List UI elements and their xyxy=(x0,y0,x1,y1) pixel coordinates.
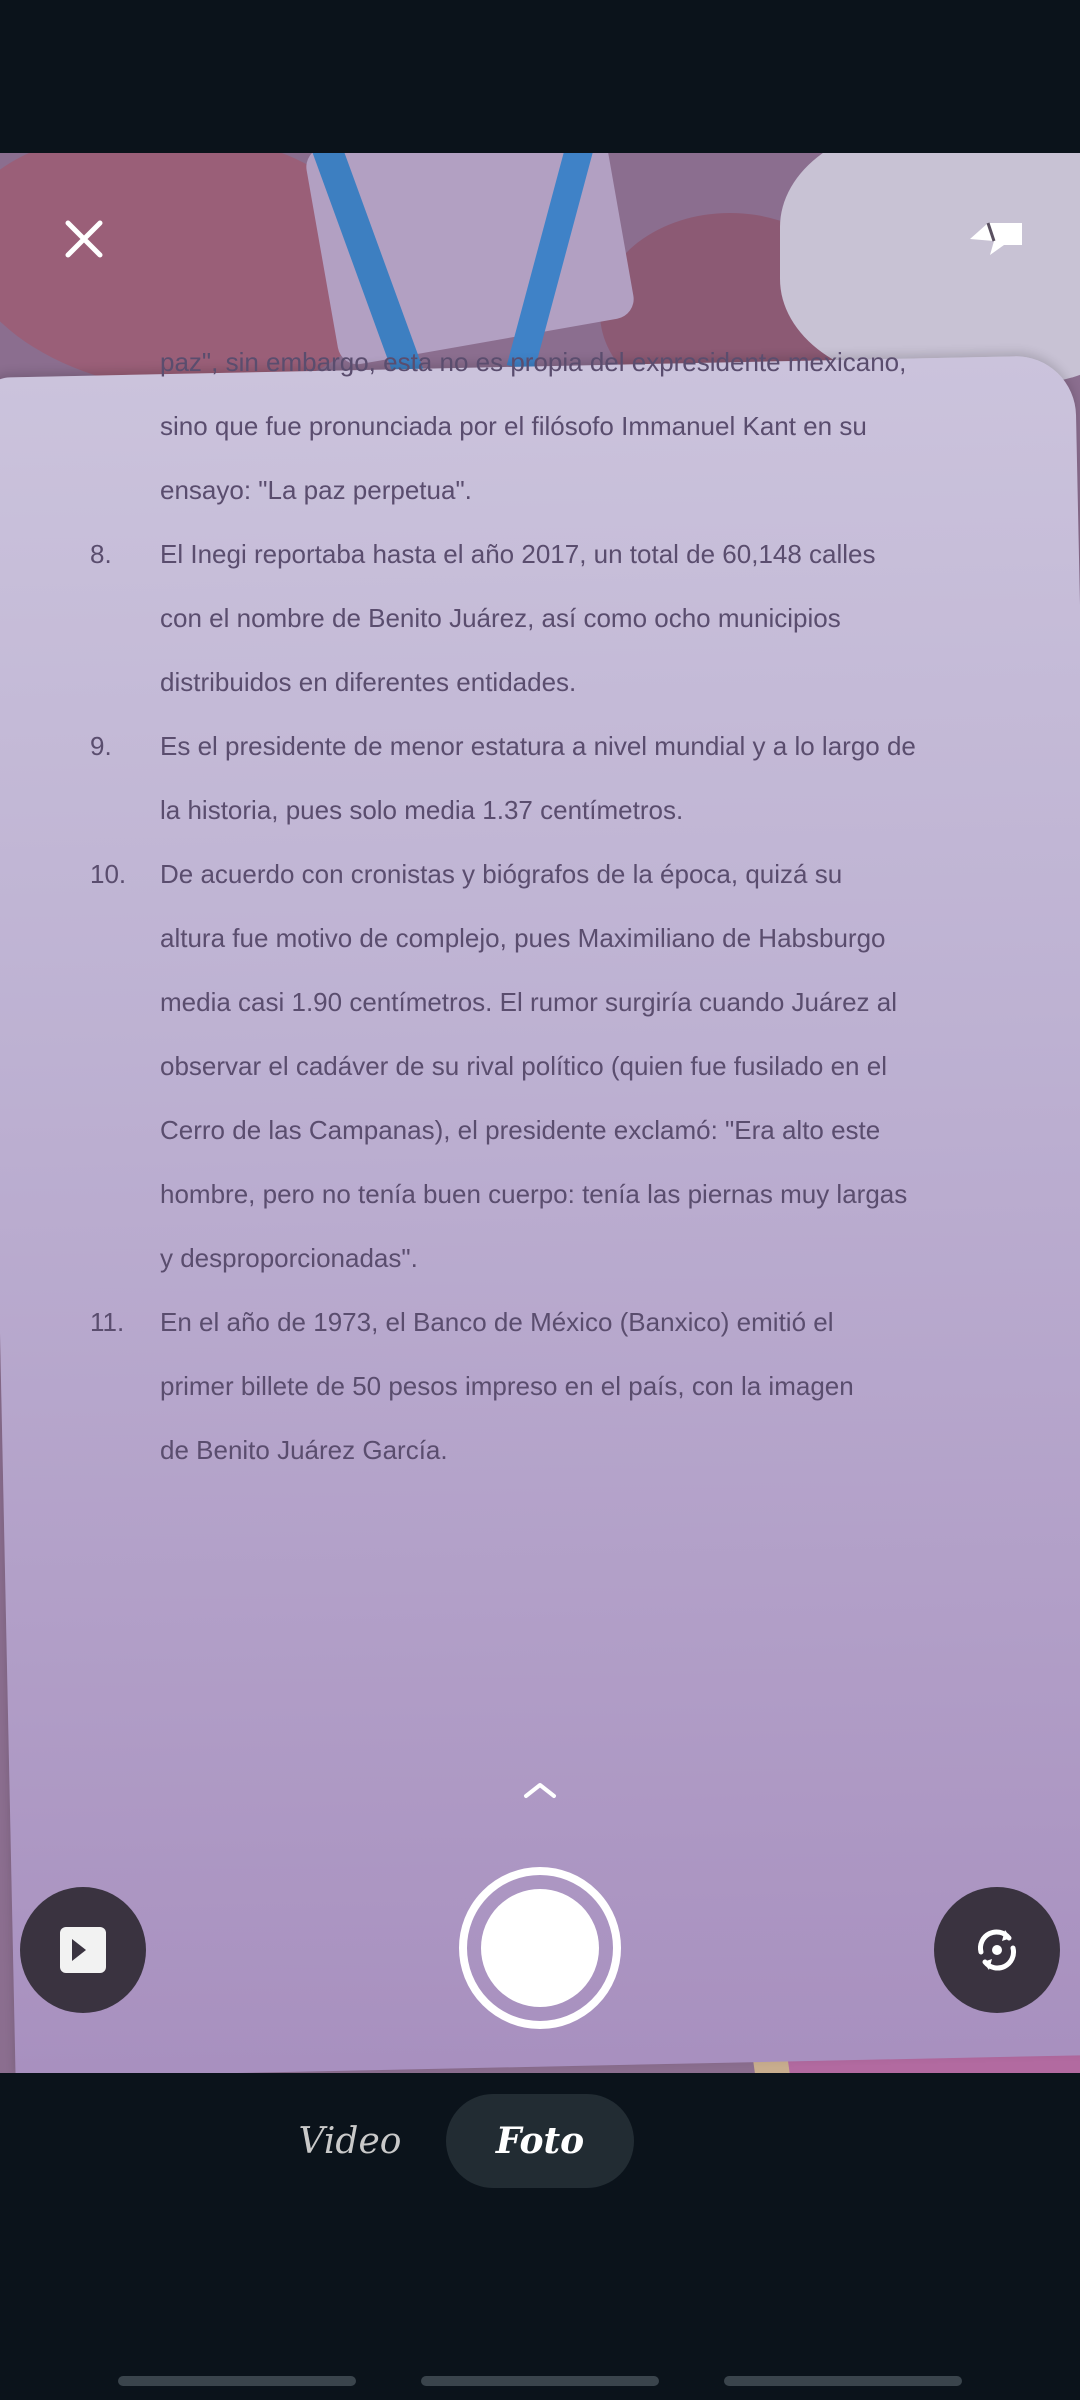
line-number: 9. xyxy=(90,731,112,761)
document-line xyxy=(90,522,950,586)
line-text: la historia, pues solo media 1.37 centímetros. xyxy=(160,795,684,825)
line-text: distribuidos en diferentes entidades. xyxy=(160,667,577,697)
document-line xyxy=(90,1098,950,1162)
line-text: paz", sin embargo, esta no es propia del expresidente mexicano, xyxy=(160,347,907,377)
line-text: de Benito Juárez García. xyxy=(160,1435,448,1465)
line-text: primer billete de 50 pesos impreso en el país, con la imagen xyxy=(160,1371,854,1401)
gallery-button[interactable] xyxy=(20,1887,146,2013)
document-line xyxy=(90,394,950,458)
document-line xyxy=(90,1226,950,1290)
document-line xyxy=(90,970,950,1034)
document-line xyxy=(90,650,950,714)
line-text: En el año de 1973, el Banco de México (Banxico) emitió el xyxy=(160,1307,834,1337)
chevron-up-icon[interactable] xyxy=(522,1780,558,1800)
gallery-icon xyxy=(60,1927,106,1973)
line-number: 11. xyxy=(90,1307,125,1337)
shutter-inner xyxy=(481,1889,599,2007)
line-text: media casi 1.90 centímetros. El rumor surgiría cuando Juárez al xyxy=(160,987,898,1017)
line-text: De acuerdo con cronistas y biógrafos de la época, quizá su xyxy=(160,859,843,889)
nav-pill xyxy=(421,2376,659,2386)
switch-camera-icon xyxy=(969,1922,1025,1978)
document-line xyxy=(90,1354,950,1418)
document-line xyxy=(90,330,950,394)
line-text: Cerro de las Campanas), el presidente exclamó: "Era alto este xyxy=(160,1115,881,1145)
document-line xyxy=(90,1290,950,1354)
document-line xyxy=(90,906,950,970)
status-area xyxy=(0,0,1080,153)
shutter-button[interactable] xyxy=(459,1867,621,2029)
line-text: altura fue motivo de complejo, pues Maximiliano de Habsburgo xyxy=(160,923,886,953)
close-icon[interactable] xyxy=(60,215,108,263)
document-line xyxy=(90,714,950,778)
mode-foto-tab[interactable]: Foto xyxy=(446,2094,634,2188)
line-number: 8. xyxy=(90,539,112,569)
document-line xyxy=(90,458,950,522)
document-text xyxy=(90,330,950,1482)
line-text: El Inegi reportaba hasta el año 2017, un total de 60,148 calles xyxy=(160,539,876,569)
nav-pill xyxy=(118,2376,356,2386)
line-text: y desproporcionadas". xyxy=(160,1243,418,1273)
line-text: hombre, pero no tenía buen cuerpo: tenía las piernas muy largas xyxy=(160,1179,908,1209)
line-text: con el nombre de Benito Juárez, así como ocho municipios xyxy=(160,603,841,633)
document-line xyxy=(90,1418,950,1482)
line-text: observar el cadáver de su rival político (quien fue fusilado en el xyxy=(160,1051,887,1081)
document-line xyxy=(90,842,950,906)
line-number: 10. xyxy=(90,859,127,889)
document-line xyxy=(90,1162,950,1226)
document-line xyxy=(90,1034,950,1098)
line-text: sino que fue pronunciada por el filósofo Immanuel Kant en su xyxy=(160,411,867,441)
switch-camera-button[interactable] xyxy=(934,1887,1060,2013)
nav-pill xyxy=(724,2376,962,2386)
mode-video-tab[interactable]: Video xyxy=(298,2120,402,2162)
line-text: ensayo: "La paz perpetua". xyxy=(160,475,472,505)
line-text: Es el presidente de menor estatura a nivel mundial y a lo largo de xyxy=(160,731,916,761)
document-line xyxy=(90,586,950,650)
document-line xyxy=(90,778,950,842)
flash-icon[interactable] xyxy=(968,215,1026,263)
